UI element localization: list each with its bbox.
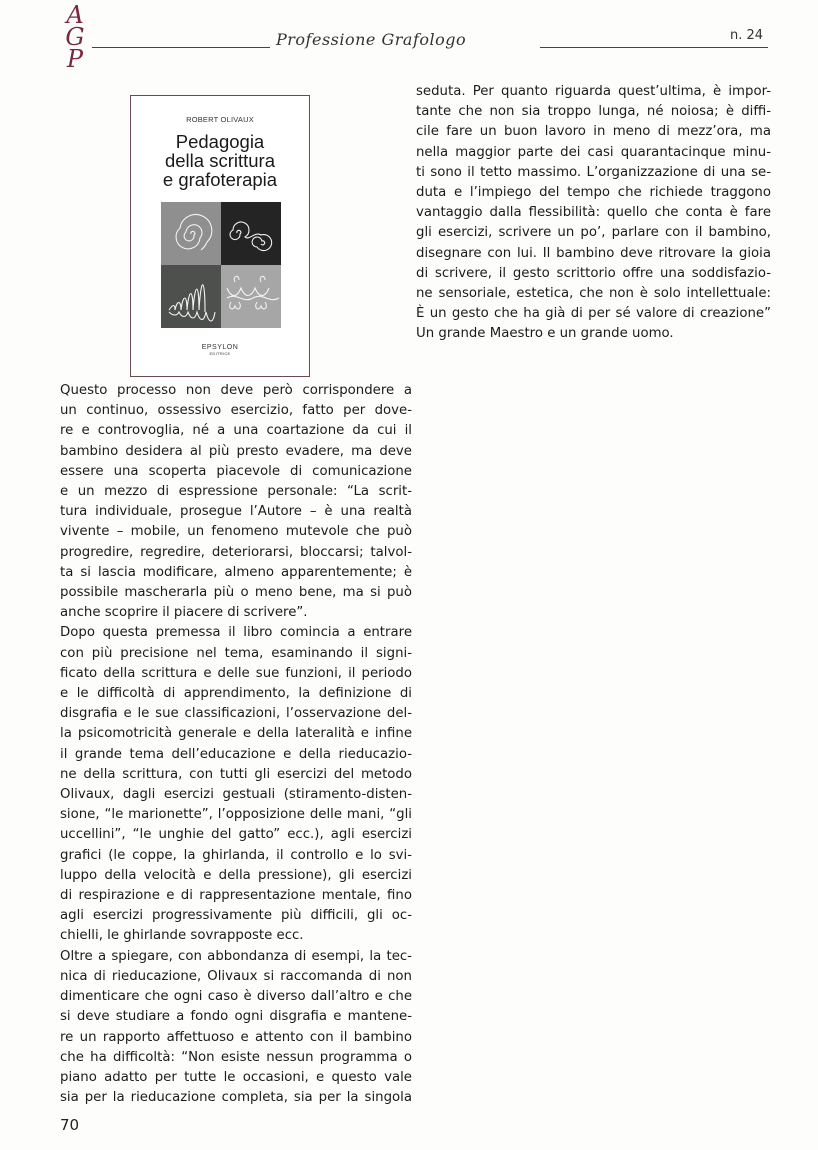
garland-icon <box>227 276 279 309</box>
paragraph-2 <box>60 623 412 946</box>
text-line: gli esercizi, scrivere un po’, parlare con il bambino, <box>416 225 771 241</box>
cover-title <box>131 132 309 189</box>
text-line: e le difficoltà di apprendimento, la definizione di <box>60 686 412 702</box>
text-line: che ha difficoltà: “Non esiste nessun programma o <box>60 1049 412 1065</box>
double-spiral-icon <box>230 222 272 250</box>
text-line: tura individuale, prosegue l’Autore – è una realtà <box>60 504 412 520</box>
header-rule-right <box>540 47 768 48</box>
text-line: grafici (le coppe, la ghirlanda, il controllo e lo svi- <box>60 847 412 863</box>
cover-title-line: Pedagogia <box>175 131 265 152</box>
text-line: ta si lascia modificare, almeno apparentemente; è <box>60 564 412 580</box>
text-line: sia per la rieducazione completa, sia per la singola <box>60 1090 412 1106</box>
text-line: cile fare un buon lavoro in meno di mezz’ora, ma <box>416 124 771 140</box>
header-rule-left <box>92 47 270 48</box>
paragraph-1 <box>60 381 412 623</box>
text-line: ficato della scrittura e delle sue funzioni, il periodo <box>60 665 412 681</box>
text-line: vantaggio dalla flessibilità: quello che conta è fare <box>416 205 771 221</box>
issue-number: n. 24 <box>730 28 764 43</box>
text-line: e un mezzo di espressione personale: “La scrit- <box>60 484 412 500</box>
text-line: possibile mascherarla più o meno bene, ma si può <box>60 585 412 601</box>
text-line: progredire, regredire, deteriorarsi, bloccarsi; talvol- <box>60 544 412 560</box>
text-line: Questo processo non deve però corrispondere a <box>60 383 412 398</box>
text-line: anche scoprire il piacere di scrivere”. <box>60 605 308 621</box>
text-line: È un gesto che ha già di per sé valore di creazione” <box>416 306 771 322</box>
publisher-subtitle: EDITRICE <box>209 351 231 356</box>
text-line: re e controvoglia, né a una coartazione da cui il <box>60 423 412 439</box>
cover-artwork <box>161 202 281 328</box>
text-line: dimenticare che ogni caso è diverso dall’altro e che <box>60 989 412 1005</box>
loops-icon <box>169 285 215 321</box>
text-line: di respirazione e di rappresentazione mentale, fino <box>60 888 412 904</box>
page-number: 70 <box>60 1116 80 1134</box>
cover-title-line: e grafoterapia <box>162 169 278 190</box>
text-line: ti sono il tetto massimo. L’organizzazione di una se- <box>416 164 771 180</box>
publisher-logo <box>131 344 309 356</box>
agp-logo <box>60 1 90 73</box>
text-line: sione, “le marionette”, l’opposizione delle mani, “gli <box>60 807 412 823</box>
text-line: il grande tema dell’educazione e della rieducazio- <box>60 746 412 762</box>
header-title: Professione Grafologo <box>276 30 467 49</box>
text-line: chielli, le ghirlande sovrapposte ecc. <box>60 928 304 944</box>
text-line: con più precisione nel tema, esaminando il signi- <box>60 645 412 661</box>
text-line: nica di rieducazione, Olivaux si raccomanda di non <box>60 968 412 984</box>
text-line: tante che non sia troppo lunga, né noiosa; è diffi- <box>416 104 771 120</box>
paragraph <box>416 82 771 345</box>
text-line: Un grande Maestro e un grande uomo. <box>416 326 674 342</box>
text-line: di scrivere, il gesto scrittorio offre una soddisfazio- <box>416 265 771 281</box>
text-line: un continuo, ossessivo esercizio, fatto per dove- <box>60 403 412 419</box>
text-line: Dopo questa premessa il libro comincia a entrare <box>60 625 412 641</box>
text-line: re un rapporto affettuoso e attento con il bambino <box>60 1029 412 1045</box>
text-line: essere una scoperta piacevole di comunicazione <box>60 463 412 479</box>
text-line: piano adatto per tutte le occasioni, e questo vale <box>60 1069 412 1085</box>
text-line: nella maggior parte dei casi quarantacinque minu- <box>416 144 771 160</box>
right-column-text <box>416 82 771 345</box>
text-line: vivente – mobile, un fenomeno mutevole che può <box>60 524 412 540</box>
text-line: si deve studiare a fondo ogni disgrafia e mantene- <box>60 1009 412 1025</box>
publisher-name: EPSYLON <box>201 344 239 351</box>
text-line: duta e l’impiego del tempo che richiede traggono <box>416 185 771 201</box>
left-column-text <box>60 381 412 1108</box>
text-line: Olivaux, dagli esercizi gestuali (stiramento-disten- <box>60 787 412 803</box>
text-line: uccellini”, “le unghie del gatto” ecc.), agli esercizi <box>60 827 412 843</box>
spiral-icon <box>176 215 212 250</box>
cover-author: ROBERT OLIVAUX <box>186 115 254 124</box>
text-line: Oltre a spiegare, con abbondanza di esempi, la tec- <box>60 948 412 964</box>
text-line: disgrafia e le sue classificazioni, l’osservazione del- <box>60 706 412 722</box>
text-line: disegnare con lui. Il bambino deve ritrovare la gioia <box>416 245 771 261</box>
text-line: la psicomotricità generale e della lateralità e infine <box>60 726 412 742</box>
artwork-drawings <box>161 202 281 328</box>
logo-letter: G <box>65 23 85 51</box>
text-line: agli esercizi progressivamente più difficili, gli oc- <box>60 908 412 924</box>
cover-title-line: della scrittura <box>164 150 275 171</box>
logo-letter: P <box>66 45 84 73</box>
logo-letter: A <box>66 1 84 29</box>
text-line: ne della scrittura, con tutti gli esercizi del metodo <box>60 766 412 782</box>
text-line: bambino desidera al più presto evadere, ma deve <box>60 443 412 459</box>
text-line: ne sensoriale, estetica, che non è solo intellettuale: <box>416 286 771 302</box>
text-line: luppo della velocità e della pressione), gli esercizi <box>60 867 412 883</box>
paragraph-3 <box>60 947 412 1109</box>
book-cover-image <box>130 95 310 377</box>
text-line: seduta. Per quanto riguarda quest’ultima, è impor- <box>416 84 771 99</box>
